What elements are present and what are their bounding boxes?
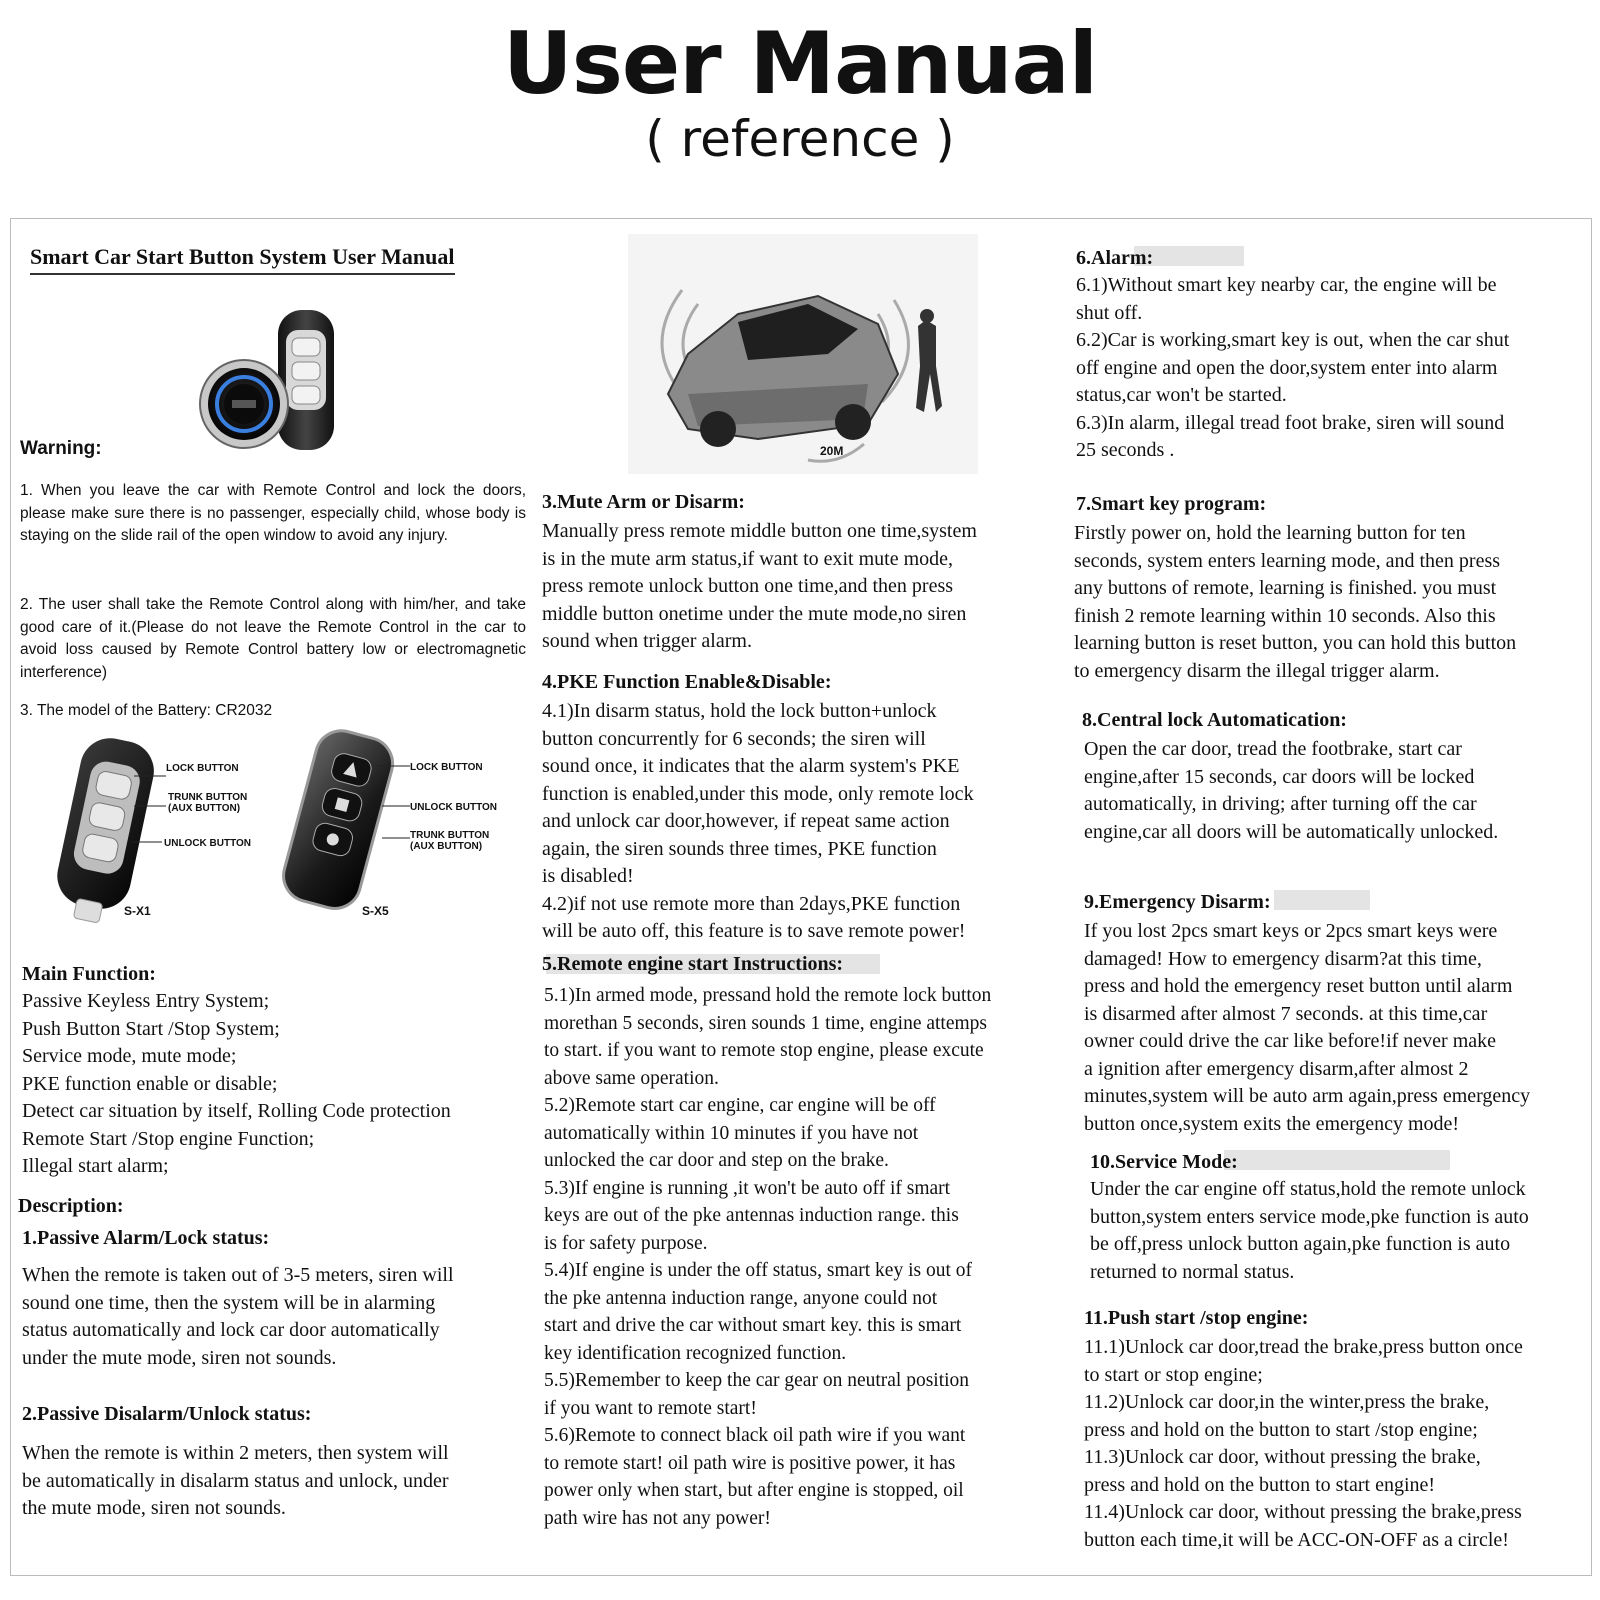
label-trunk-button: TRUNK BUTTON (AUX BUTTON) [168,792,248,814]
main-function-list: Passive Keyless Entry System; Push Button Start /Stop System; Service mode, mute mode; PKE function enable or disable; Detect car situation by itself, Rolling Code protection Remote Start /Stop engine Function; Illegal start alarm; [22,990,451,1177]
section-10-heading: 10.Service Mode: [1090,1151,1238,1173]
section-11-body: 11.1)Unlock car door,tread the brake,press button once to start or stop engine; 11.2)Unlock car door,in the winter,press the brake, press and hold on the button to start /stop engine; 11.3)Unlock car door, without pressing the brake, press and hold on the button to start engine! 11.4)Unlock car door, without pressing the brake,press button each time,it will be ACC-ON-OFF as a circle! [1084,1336,1523,1551]
section-10-body: Under the car engine off status,hold the remote unlock button,system enters service mode,pke function is auto be off,press unlock button again,pke function is auto returned to normal status. [1090,1178,1529,1283]
range-label: 20M [820,444,844,458]
section-2-heading: 2.Passive Disalarm/Unlock status: [22,1403,312,1425]
section-8-body: Open the car door, tread the footbrake, start car engine,after 15 seconds, car doors will be locked automatically, in driving; after turning off the car engine,car all doors will be automatically unlocked. [1084,738,1499,843]
section-10-highlight [1224,1150,1450,1170]
section-5-body: 5.1)In armed mode, pressand hold the remote lock button morethan 5 seconds, siren sounds 1 time, engine attemps to start. if you want to remote stop engine, please excute above same operation. 5.2)Remote start car engine, car engine will be off automatically within 10 minutes if you have not unlocked the car door and step on the brake. 5.3)If engine is running ,it won't be auto off if smart keys are out of the pke antennas induction range. this is for safety purpose. 5.4)If engine is under the off status, smart key is out of the pke antenna induction range, anyone could not start and drive the car without smart key. this is smart key identification recognized function. 5.5)Remember to keep the car gear on neutral position if you want to remote start! 5.6)Remote to connect black oil path wire if you want to remote start! oil path wire is positive power, it has power only when start, but after engine is stopped, oil path wire has not any power! [544,985,992,1529]
section-2-body: When the remote is within 2 meters, then system will be automatically in disalarm status and unlock, under the mute mode, siren not sounds. [22,1442,449,1519]
section-7-body: Firstly power on, hold the learning button for ten seconds, system enters learning mode, and then press any buttons of remote, learning is finished. you must finish 2 remote learning within 10 seconds. Also this learning button is reset button, you can hold this button to emergency disarm the illegal trigger alarm. [1074,522,1517,682]
page-subtitle: ( reference ) [645,110,955,168]
section-1-body: When the remote is taken out of 3-5 meters, siren will sound one time, then the system will be in alarming status automatically and lock car door automatically under the mute mode, siren not sounds. [22,1264,454,1369]
main-function-heading: Main Function: [22,963,156,985]
car-remote-range-image [628,234,978,474]
label-model-sx5: S-X5 [362,904,389,918]
section-4-body: 4.1)In disarm status, hold the lock button+unlock button concurrently for 6 seconds; the siren will sound once, it indicates that the alarm system's PKE function is enabled,under this mode, only remote lock and unlock car door,however, if repeat same action again, the siren sounds three times, PKE function is disabled! 4.2)if not use remote more than 2days,PKE function will be auto off, this feature is to save remote power! [542,700,974,942]
remote-keys-image [38,726,508,926]
section-9-body: If you lost 2pcs smart keys or 2pcs smart keys were damaged! How to emergency disarm?at this time, press and hold the emergency reset button until alarm is disarmed after almost 7 seconds. at this time,car owner could drive the car like before!if never make a ignition after emergency disarm,after almost 2 minutes,system will be auto arm again,press emergency button once,system exits the emergency mode! [1084,920,1531,1135]
start-button-and-key-image [186,304,366,464]
section-4-heading: 4.PKE Function Enable&Disable: [542,671,832,693]
section-6-heading: 6.Alarm: [1076,247,1154,269]
manual-doc-title: Smart Car Start Button System User Manual [30,244,455,275]
warning-label: Warning: [20,438,102,459]
warning-item-1: 1. When you leave the car with Remote Control and lock the doors, please make sure there is no passenger, especially child, whose body is staying on the slide rail of the open window to avoid any injury. [20,482,526,544]
section-7-heading: 7.Smart key program: [1076,493,1267,515]
section-1-heading: 1.Passive Alarm/Lock status: [22,1227,270,1249]
description-heading: Description: [18,1195,124,1217]
label-unlock-button-2: UNLOCK BUTTON [410,802,498,813]
section-6-body: 6.1)Without smart key nearby car, the engine will be shut off. 6.2)Car is working,smart key is out, when the car shut off engine and open the door,system enter into alarm status,car won't be started. 6.3)In alarm, illegal tread foot brake, siren will sound 25 seconds . [1076,274,1510,461]
label-trunk-button-2: TRUNK BUTTON (AUX BUTTON) [410,830,490,852]
section-3-heading: 3.Mute Arm or Disarm: [542,491,745,513]
label-unlock-button: UNLOCK BUTTON [164,838,252,849]
section-9-highlight [1274,890,1370,910]
section-8-heading: 8.Central lock Automatication: [1082,709,1347,731]
warning-item-2: 2. The user shall take the Remote Control along with him/her, and take good care of it.(Please do not leave the Remote Control in the car to avoid loss caused by Remote Control battery low or electromagnetic interference) [20,596,526,681]
section-11-heading: 11.Push start /stop engine: [1084,1307,1309,1329]
warning-item-3: 3. The model of the Battery: CR2032 [20,702,273,719]
section-9-heading: 9.Emergency Disarm: [1084,891,1271,913]
label-lock-button-2: LOCK BUTTON [410,762,483,773]
label-lock-button: LOCK BUTTON [166,763,239,774]
section-3-body: Manually press remote middle button one time,system is in the mute arm status,if want to exit mute mode, press remote unlock button one time,and then press middle button onetime under the mute mode,no siren sound when trigger alarm. [542,520,977,652]
section-5-heading: 5.Remote engine start Instructions: [542,953,844,975]
label-model-sx1: S-X1 [124,904,151,918]
page-title: User Manual [502,14,1098,114]
